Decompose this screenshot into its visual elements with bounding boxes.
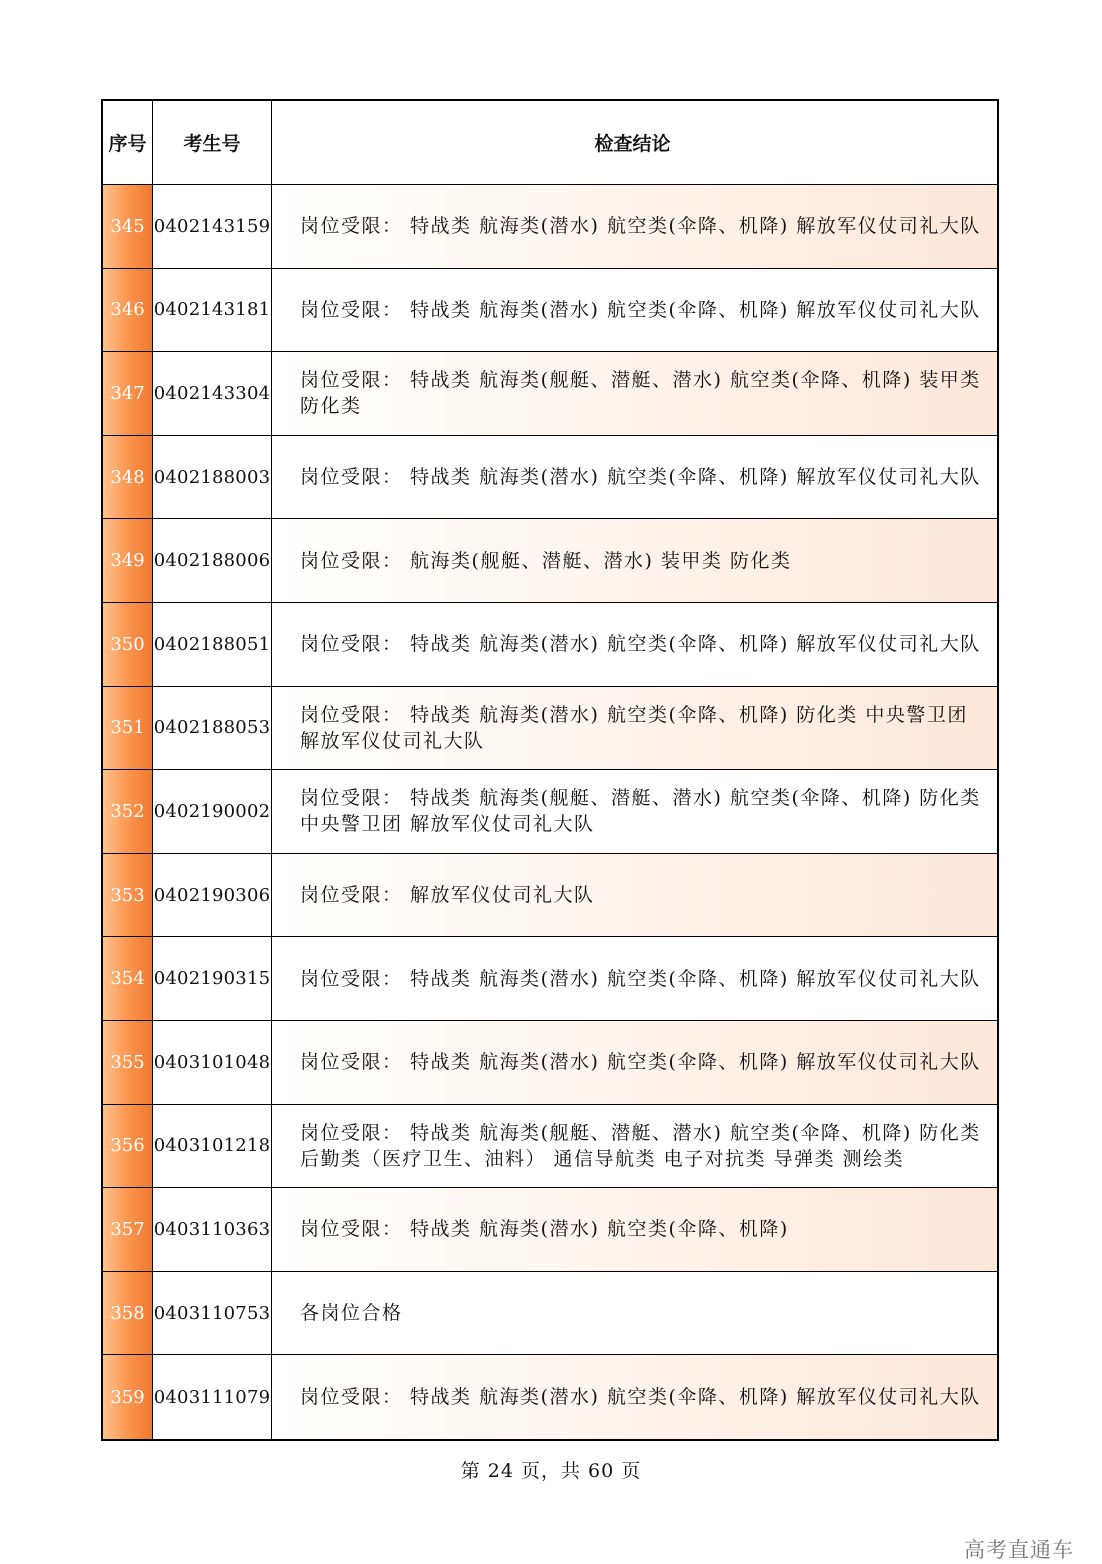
row-index: 353 (103, 854, 153, 937)
row-result: 岗位受限： 特战类 航海类(潜水) 航空类(伞降、机降) 解放军仪仗司礼大队 (272, 185, 997, 268)
row-exam-id: 0402143159 (153, 185, 272, 268)
table-row (103, 352, 997, 436)
table-row (103, 1105, 997, 1189)
row-result: 岗位受限： 特战类 航海类(潜水) 航空类(伞降、机降) 解放军仪仗司礼大队 (272, 269, 997, 352)
row-exam-id: 0403101218 (153, 1105, 272, 1188)
table-row (103, 603, 997, 687)
table-row (103, 937, 997, 1021)
row-result: 岗位受限： 特战类 航海类(潜水) 航空类(伞降、机降) 解放军仪仗司礼大队 (272, 603, 997, 686)
row-exam-id: 0402188003 (153, 436, 272, 519)
header-exam-id: 考生号 (153, 101, 272, 184)
table-row (103, 185, 997, 269)
row-result: 岗位受限： 特战类 航海类(潜水) 航空类(伞降、机降) 解放军仪仗司礼大队 (272, 937, 997, 1020)
row-index: 356 (103, 1105, 153, 1188)
watermark: 高考直通车 (964, 1538, 1074, 1562)
row-exam-id: 0403111079 (153, 1355, 272, 1439)
table-row (103, 269, 997, 353)
row-index: 345 (103, 185, 153, 268)
row-result: 岗位受限： 特战类 航海类(舰艇、潜艇、潜水) 航空类(伞降、机降) 防化类 后勤类（医疗卫生、油料） 通信导航类 电子对抗类 导弹类 测绘类 (272, 1105, 997, 1188)
row-index: 352 (103, 770, 153, 853)
row-index: 346 (103, 269, 153, 352)
table-row (103, 854, 997, 938)
results-table (101, 99, 999, 1441)
row-index: 349 (103, 519, 153, 602)
row-exam-id: 0403101048 (153, 1021, 272, 1104)
row-index: 358 (103, 1272, 153, 1355)
row-exam-id: 0402143304 (153, 352, 272, 435)
row-index: 359 (103, 1355, 153, 1439)
row-result: 岗位受限： 特战类 航海类(潜水) 航空类(伞降、机降) 解放军仪仗司礼大队 (272, 1355, 997, 1439)
row-result: 岗位受限： 航海类(舰艇、潜艇、潜水) 装甲类 防化类 (272, 519, 997, 602)
table-header (103, 101, 997, 185)
row-result: 岗位受限： 特战类 航海类(舰艇、潜艇、潜水) 航空类(伞降、机降) 装甲类 防化类 (272, 352, 997, 435)
row-exam-id: 0402190306 (153, 854, 272, 937)
row-index: 351 (103, 687, 153, 770)
row-result: 岗位受限： 特战类 航海类(潜水) 航空类(伞降、机降) 防化类 中央警卫团 解放军仪仗司礼大队 (272, 687, 997, 770)
row-exam-id: 0402190002 (153, 770, 272, 853)
row-exam-id: 0403110753 (153, 1272, 272, 1355)
row-index: 347 (103, 352, 153, 435)
table-row (103, 1021, 997, 1105)
page-number: 第 24 页，共 60 页 (460, 1460, 642, 1482)
row-index: 354 (103, 937, 153, 1020)
row-result: 岗位受限： 特战类 航海类(舰艇、潜艇、潜水) 航空类(伞降、机降) 防化类 中央警卫团 解放军仪仗司礼大队 (272, 770, 997, 853)
row-exam-id: 0402190315 (153, 937, 272, 1020)
row-result: 岗位受限： 特战类 航海类(潜水) 航空类(伞降、机降) 解放军仪仗司礼大队 (272, 436, 997, 519)
row-index: 348 (103, 436, 153, 519)
header-result: 检查结论 (594, 133, 671, 155)
table-row (103, 519, 997, 603)
row-result: 各岗位合格 (272, 1272, 997, 1355)
row-index: 357 (103, 1188, 153, 1271)
header-index: 序号 (103, 101, 153, 184)
table-row (103, 1355, 997, 1439)
table-row (103, 687, 997, 771)
row-result: 岗位受限： 特战类 航海类(潜水) 航空类(伞降、机降) (272, 1188, 997, 1271)
table-row (103, 1188, 997, 1272)
row-index: 350 (103, 603, 153, 686)
row-exam-id: 0403110363 (153, 1188, 272, 1271)
row-index: 355 (103, 1021, 153, 1104)
row-exam-id: 0402143181 (153, 269, 272, 352)
table-row (103, 1272, 997, 1356)
row-result: 岗位受限： 特战类 航海类(潜水) 航空类(伞降、机降) 解放军仪仗司礼大队 (272, 1021, 997, 1104)
row-result: 岗位受限： 解放军仪仗司礼大队 (272, 854, 997, 937)
row-exam-id: 0402188051 (153, 603, 272, 686)
table-row (103, 770, 997, 854)
row-exam-id: 0402188006 (153, 519, 272, 602)
row-exam-id: 0402188053 (153, 687, 272, 770)
table-row (103, 436, 997, 520)
